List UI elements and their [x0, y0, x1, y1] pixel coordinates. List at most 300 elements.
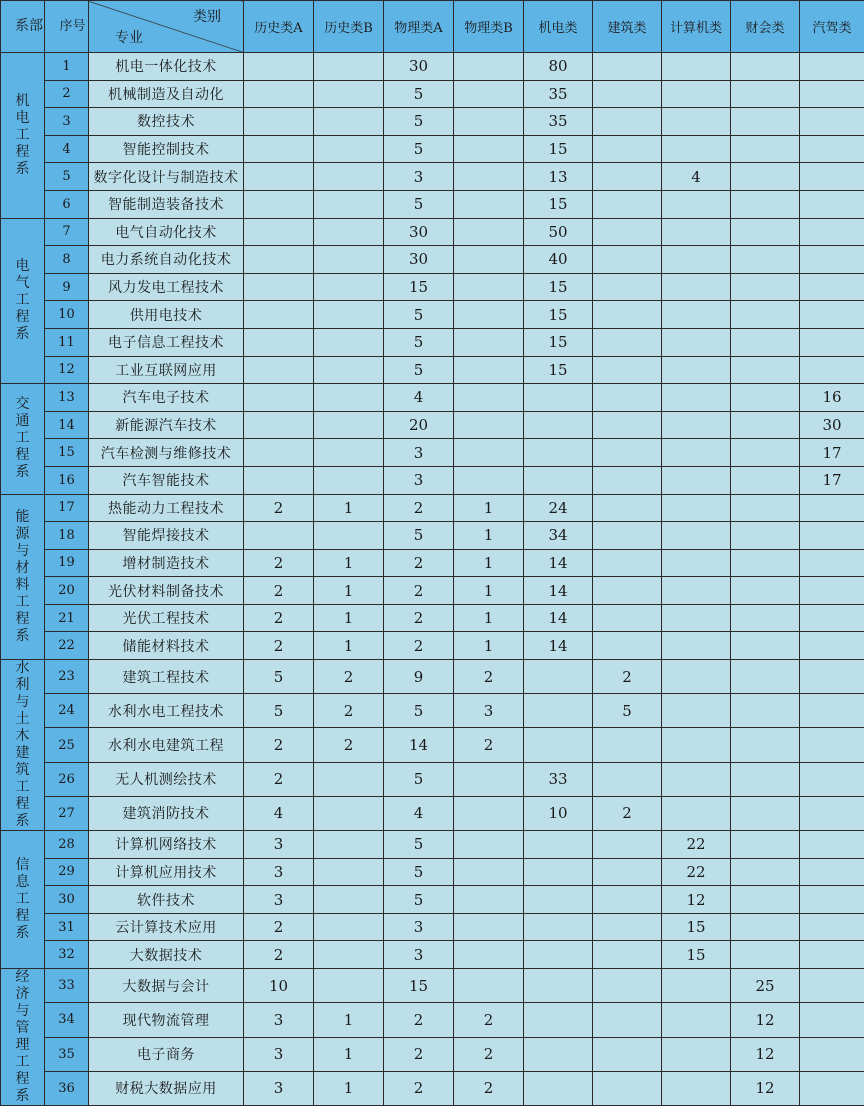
major-name: 财税大数据应用 — [89, 1071, 244, 1105]
row-number: 3 — [45, 108, 89, 136]
quota-cell: 4 — [384, 384, 454, 412]
dept-cell — [1, 660, 45, 831]
quota-cell — [731, 384, 800, 412]
quota-cell — [731, 796, 800, 830]
quota-cell: 2 — [244, 728, 314, 762]
quota-cell — [731, 886, 800, 914]
quota-cell: 2 — [384, 1003, 454, 1037]
quota-cell — [454, 796, 524, 830]
table-row — [1, 466, 864, 494]
header-category: 历史类B — [314, 1, 384, 53]
quota-cell — [731, 80, 800, 108]
quota-cell — [800, 218, 864, 246]
quota-cell: 5 — [384, 522, 454, 550]
quota-cell: 5 — [384, 135, 454, 163]
quota-cell — [244, 273, 314, 301]
quota-cell — [731, 913, 800, 941]
header-category: 机电类 — [524, 1, 593, 53]
quota-cell — [314, 163, 384, 191]
quota-cell: 15 — [524, 328, 593, 356]
table-row — [1, 190, 864, 218]
quota-cell: 3 — [384, 163, 454, 191]
quota-cell — [662, 1037, 731, 1071]
quota-cell: 24 — [524, 494, 593, 522]
dept-name: 电气工程系 — [15, 258, 30, 343]
quota-cell: 2 — [593, 660, 662, 694]
table-row — [1, 604, 864, 632]
quota-cell — [800, 356, 864, 384]
table-row — [1, 163, 864, 191]
quota-cell: 30 — [384, 218, 454, 246]
quota-cell: 35 — [524, 80, 593, 108]
quota-cell: 5 — [384, 80, 454, 108]
major-name: 汽车检测与维修技术 — [89, 439, 244, 467]
major-name: 电气自动化技术 — [89, 218, 244, 246]
quota-cell — [593, 135, 662, 163]
quota-cell — [524, 466, 593, 494]
quota-cell — [314, 53, 384, 81]
table-row — [1, 1071, 864, 1105]
quota-cell: 15 — [662, 913, 731, 941]
major-name: 汽车电子技术 — [89, 384, 244, 412]
major-name: 汽车智能技术 — [89, 466, 244, 494]
quota-cell — [593, 941, 662, 969]
quota-cell: 1 — [314, 577, 384, 605]
table-row — [1, 356, 864, 384]
quota-cell — [593, 439, 662, 467]
quota-cell — [454, 246, 524, 274]
quota-cell — [454, 135, 524, 163]
quota-cell: 5 — [384, 886, 454, 914]
quota-cell — [454, 53, 524, 81]
quota-cell — [593, 858, 662, 886]
quota-cell: 10 — [244, 969, 314, 1003]
quota-cell: 2 — [244, 941, 314, 969]
quota-cell — [314, 858, 384, 886]
quota-cell — [454, 969, 524, 1003]
quota-cell — [731, 411, 800, 439]
quota-cell — [731, 190, 800, 218]
quota-cell: 25 — [731, 969, 800, 1003]
major-name: 大数据技术 — [89, 941, 244, 969]
quota-cell — [524, 969, 593, 1003]
quota-cell — [524, 858, 593, 886]
quota-cell — [244, 108, 314, 136]
quota-cell: 22 — [662, 858, 731, 886]
table-row — [1, 218, 864, 246]
quota-cell — [662, 494, 731, 522]
quota-cell: 2 — [384, 632, 454, 660]
quota-cell — [314, 913, 384, 941]
quota-cell — [800, 604, 864, 632]
quota-cell: 3 — [244, 1071, 314, 1105]
quota-cell: 3 — [454, 694, 524, 728]
quota-cell: 1 — [314, 632, 384, 660]
quota-cell — [454, 858, 524, 886]
quota-cell: 1 — [454, 522, 524, 550]
row-number: 11 — [45, 328, 89, 356]
table-row — [1, 913, 864, 941]
table-row — [1, 969, 864, 1003]
quota-cell — [524, 411, 593, 439]
quota-cell: 35 — [524, 108, 593, 136]
quota-cell — [731, 604, 800, 632]
quota-cell — [593, 522, 662, 550]
quota-cell — [593, 831, 662, 859]
quota-cell — [454, 411, 524, 439]
quota-cell: 2 — [244, 604, 314, 632]
quota-cell — [800, 80, 864, 108]
row-number: 24 — [45, 694, 89, 728]
major-name: 热能动力工程技术 — [89, 494, 244, 522]
quota-cell — [593, 218, 662, 246]
quota-cell — [662, 660, 731, 694]
dept-name: 交通工程系 — [15, 396, 30, 481]
quota-cell — [662, 301, 731, 329]
table-row — [1, 135, 864, 163]
table-row — [1, 694, 864, 728]
quota-cell: 1 — [314, 549, 384, 577]
quota-cell — [662, 411, 731, 439]
quota-cell: 12 — [731, 1071, 800, 1105]
quota-cell: 5 — [244, 660, 314, 694]
major-name: 新能源汽车技术 — [89, 411, 244, 439]
quota-cell — [800, 632, 864, 660]
quota-cell — [524, 941, 593, 969]
quota-cell: 5 — [384, 328, 454, 356]
quota-cell — [524, 1071, 593, 1105]
quota-cell — [244, 163, 314, 191]
quota-cell — [800, 1037, 864, 1071]
quota-cell — [662, 577, 731, 605]
quota-cell: 3 — [384, 466, 454, 494]
major-name: 工业互联网应用 — [89, 356, 244, 384]
quota-cell: 1 — [314, 1003, 384, 1037]
quota-cell: 80 — [524, 53, 593, 81]
quota-cell: 33 — [524, 762, 593, 796]
row-number: 34 — [45, 1003, 89, 1037]
quota-cell — [244, 80, 314, 108]
major-name: 大数据与会计 — [89, 969, 244, 1003]
row-number: 1 — [45, 53, 89, 81]
quota-cell — [800, 246, 864, 274]
table-row — [1, 577, 864, 605]
quota-cell: 14 — [524, 577, 593, 605]
quota-cell — [524, 886, 593, 914]
quota-cell: 5 — [244, 694, 314, 728]
quota-cell: 30 — [384, 53, 454, 81]
quota-cell: 2 — [314, 728, 384, 762]
quota-cell: 2 — [314, 660, 384, 694]
quota-cell: 5 — [384, 108, 454, 136]
quota-cell: 2 — [384, 1037, 454, 1071]
header-category-label: 类别 — [193, 9, 221, 25]
table-row — [1, 384, 864, 412]
major-name: 云计算技术应用 — [89, 913, 244, 941]
major-name: 智能控制技术 — [89, 135, 244, 163]
table-row — [1, 1037, 864, 1071]
major-name: 数字化设计与制造技术 — [89, 163, 244, 191]
quota-cell: 12 — [731, 1003, 800, 1037]
row-number: 18 — [45, 522, 89, 550]
quota-cell: 3 — [244, 1037, 314, 1071]
row-number: 4 — [45, 135, 89, 163]
quota-cell — [454, 384, 524, 412]
row-number: 27 — [45, 796, 89, 830]
quota-cell — [800, 108, 864, 136]
quota-cell — [314, 108, 384, 136]
quota-cell — [244, 411, 314, 439]
header-category: 汽驾类 — [800, 1, 864, 53]
quota-cell — [314, 135, 384, 163]
quota-cell — [524, 728, 593, 762]
quota-cell — [454, 218, 524, 246]
quota-cell — [662, 762, 731, 796]
quota-cell: 3 — [384, 913, 454, 941]
quota-cell — [662, 384, 731, 412]
row-number: 17 — [45, 494, 89, 522]
quota-cell: 1 — [314, 1037, 384, 1071]
quota-cell — [662, 549, 731, 577]
major-name: 光伏工程技术 — [89, 604, 244, 632]
quota-cell — [662, 356, 731, 384]
quota-cell — [800, 190, 864, 218]
quota-cell — [731, 439, 800, 467]
quota-cell: 5 — [384, 356, 454, 384]
quota-cell — [731, 246, 800, 274]
table-row — [1, 494, 864, 522]
quota-cell — [800, 53, 864, 81]
quota-cell — [454, 80, 524, 108]
quota-cell — [593, 577, 662, 605]
quota-cell — [800, 831, 864, 859]
quota-cell — [731, 941, 800, 969]
table-body — [1, 53, 864, 1106]
quota-cell — [593, 328, 662, 356]
quota-cell — [314, 762, 384, 796]
quota-cell — [731, 356, 800, 384]
quota-cell — [731, 53, 800, 81]
header-category: 建筑类 — [593, 1, 662, 53]
quota-cell — [800, 913, 864, 941]
quota-cell — [314, 941, 384, 969]
row-number: 28 — [45, 831, 89, 859]
quota-cell — [593, 913, 662, 941]
quota-cell: 12 — [731, 1037, 800, 1071]
quota-cell — [524, 1003, 593, 1037]
quota-cell: 4 — [244, 796, 314, 830]
quota-cell — [662, 728, 731, 762]
header-category: 财会类 — [731, 1, 800, 53]
quota-cell — [593, 632, 662, 660]
quota-cell: 5 — [384, 694, 454, 728]
major-name: 机电一体化技术 — [89, 53, 244, 81]
quota-cell — [731, 494, 800, 522]
quota-cell: 1 — [454, 577, 524, 605]
row-number: 10 — [45, 301, 89, 329]
quota-cell: 2 — [454, 660, 524, 694]
quota-cell — [314, 969, 384, 1003]
quota-cell — [800, 969, 864, 1003]
table-row — [1, 328, 864, 356]
quota-cell — [731, 135, 800, 163]
quota-cell: 2 — [454, 1071, 524, 1105]
quota-cell — [731, 328, 800, 356]
quota-cell: 2 — [384, 549, 454, 577]
row-number: 29 — [45, 858, 89, 886]
quota-cell — [731, 522, 800, 550]
dept-cell — [1, 831, 45, 969]
quota-cell — [524, 913, 593, 941]
quota-cell — [454, 273, 524, 301]
quota-cell — [314, 796, 384, 830]
table-row — [1, 439, 864, 467]
table-row — [1, 660, 864, 694]
row-number: 30 — [45, 886, 89, 914]
quota-cell: 2 — [244, 577, 314, 605]
quota-cell: 15 — [524, 135, 593, 163]
quota-cell: 17 — [800, 466, 864, 494]
major-name: 智能焊接技术 — [89, 522, 244, 550]
row-number: 13 — [45, 384, 89, 412]
quota-cell: 2 — [314, 694, 384, 728]
quota-cell — [454, 886, 524, 914]
row-number: 31 — [45, 913, 89, 941]
quota-cell — [662, 632, 731, 660]
row-number: 20 — [45, 577, 89, 605]
header-category: 历史类A — [244, 1, 314, 53]
quota-cell: 15 — [524, 190, 593, 218]
quota-cell: 5 — [384, 301, 454, 329]
quota-cell — [314, 328, 384, 356]
quota-cell — [244, 384, 314, 412]
quota-cell — [593, 356, 662, 384]
quota-cell — [731, 660, 800, 694]
quota-cell — [454, 913, 524, 941]
quota-cell: 3 — [384, 941, 454, 969]
quota-cell — [593, 246, 662, 274]
quota-cell: 2 — [244, 549, 314, 577]
quota-cell — [593, 190, 662, 218]
dept-cell — [1, 384, 45, 494]
row-number: 33 — [45, 969, 89, 1003]
row-number: 35 — [45, 1037, 89, 1071]
quota-cell — [454, 328, 524, 356]
row-number: 14 — [45, 411, 89, 439]
quota-cell — [800, 135, 864, 163]
dept-cell — [1, 53, 45, 219]
quota-cell — [524, 660, 593, 694]
quota-cell — [662, 796, 731, 830]
quota-cell — [731, 831, 800, 859]
quota-cell — [800, 577, 864, 605]
major-name: 供用电技术 — [89, 301, 244, 329]
quota-cell — [800, 1071, 864, 1105]
quota-cell — [800, 886, 864, 914]
quota-cell — [662, 190, 731, 218]
quota-cell: 1 — [454, 549, 524, 577]
row-number: 7 — [45, 218, 89, 246]
quota-cell — [593, 549, 662, 577]
table-row — [1, 796, 864, 830]
quota-cell: 2 — [244, 913, 314, 941]
row-number: 32 — [45, 941, 89, 969]
table-row — [1, 301, 864, 329]
quota-cell — [662, 466, 731, 494]
row-number: 16 — [45, 466, 89, 494]
row-number: 19 — [45, 549, 89, 577]
quota-cell — [662, 80, 731, 108]
header-row — [1, 1, 864, 53]
quota-cell — [244, 328, 314, 356]
table-row — [1, 886, 864, 914]
major-name: 光伏材料制备技术 — [89, 577, 244, 605]
quota-cell — [731, 273, 800, 301]
major-name: 建筑工程技术 — [89, 660, 244, 694]
quota-cell: 12 — [662, 886, 731, 914]
quota-cell — [454, 762, 524, 796]
row-number: 8 — [45, 246, 89, 274]
quota-cell — [731, 108, 800, 136]
major-name: 计算机网络技术 — [89, 831, 244, 859]
quota-cell — [524, 439, 593, 467]
quota-cell: 2 — [384, 577, 454, 605]
quota-cell: 14 — [524, 549, 593, 577]
quota-cell: 3 — [384, 439, 454, 467]
quota-cell — [593, 163, 662, 191]
quota-cell — [314, 384, 384, 412]
quota-cell: 14 — [524, 604, 593, 632]
quota-cell — [454, 163, 524, 191]
quota-cell: 16 — [800, 384, 864, 412]
quota-cell — [662, 135, 731, 163]
table-row — [1, 762, 864, 796]
table-row — [1, 941, 864, 969]
row-number: 5 — [45, 163, 89, 191]
quota-cell — [524, 1037, 593, 1071]
quota-cell — [662, 328, 731, 356]
quota-cell: 15 — [384, 969, 454, 1003]
quota-cell — [593, 80, 662, 108]
major-name: 风力发电工程技术 — [89, 273, 244, 301]
row-number: 23 — [45, 660, 89, 694]
quota-cell: 2 — [244, 632, 314, 660]
quota-cell — [800, 762, 864, 796]
quota-cell: 5 — [384, 190, 454, 218]
quota-cell — [593, 301, 662, 329]
row-number: 26 — [45, 762, 89, 796]
row-number: 25 — [45, 728, 89, 762]
quota-cell: 3 — [244, 1003, 314, 1037]
quota-cell — [800, 660, 864, 694]
quota-cell — [800, 1003, 864, 1037]
quota-cell: 1 — [454, 604, 524, 632]
quota-cell — [454, 439, 524, 467]
dept-name: 能源与材料工程系 — [15, 508, 30, 644]
major-name: 智能制造装备技术 — [89, 190, 244, 218]
quota-cell — [593, 411, 662, 439]
quota-cell: 14 — [524, 632, 593, 660]
quota-cell — [454, 831, 524, 859]
quota-cell: 1 — [314, 1071, 384, 1105]
quota-cell — [731, 728, 800, 762]
quota-cell — [593, 108, 662, 136]
quota-cell — [662, 522, 731, 550]
quota-cell: 9 — [384, 660, 454, 694]
row-number: 22 — [45, 632, 89, 660]
dept-name: 水利与土木建筑工程系 — [15, 660, 30, 830]
quota-cell — [662, 273, 731, 301]
